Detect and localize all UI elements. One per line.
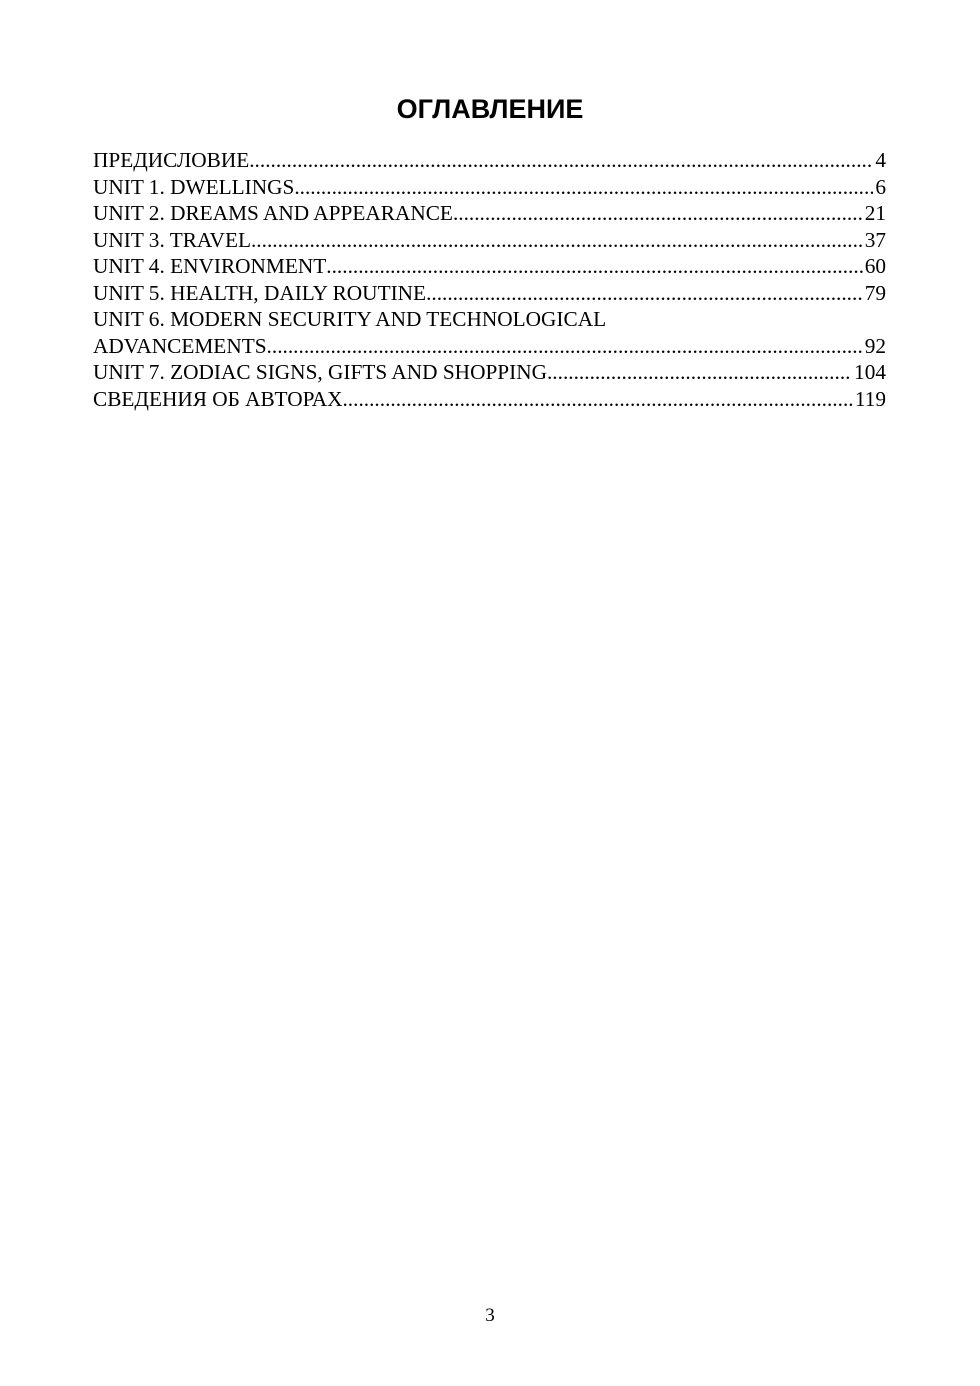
toc-entry-label: UNIT 2. DREAMS AND APPEARANCE [93, 201, 453, 225]
toc-entry-label: UNIT 4. ENVIRONMENT [93, 254, 327, 278]
toc-entry-unit-4[interactable] [93, 253, 886, 280]
toc-entry-unit-6[interactable] [93, 306, 886, 359]
toc-entry-label: СВЕДЕНИЯ ОБ АВТОРАХ [93, 386, 343, 411]
table-of-contents [93, 147, 886, 412]
toc-entry-unit-2[interactable] [93, 200, 886, 227]
toc-entry-page: 21 [864, 201, 886, 225]
toc-entry-label: UNIT 5. HEALTH, DAILY ROUTINE [93, 280, 427, 305]
toc-entry-unit-1[interactable] [93, 174, 886, 201]
toc-entry-page: 6 [875, 174, 886, 199]
page-title: ОГЛАВЛЕНИЕ [396, 94, 584, 124]
toc-dot-leader [294, 174, 873, 201]
toc-entry-authors[interactable] [93, 386, 886, 413]
toc-entry-preface[interactable] [93, 147, 886, 174]
toc-dot-leader [267, 333, 863, 360]
toc-entry-unit-6-line2 [93, 333, 886, 360]
toc-entry-page: 92 [864, 333, 886, 358]
toc-entry-label-line1: UNIT 6. MODERN SECURITY AND TECHNOLOGICAL [93, 307, 607, 331]
toc-entry-unit-7[interactable] [93, 359, 886, 386]
toc-entry-page: 119 [854, 386, 886, 411]
toc-entry-label: UNIT 7. ZODIAC SIGNS, GIFTS AND SHOPPING [93, 360, 547, 384]
toc-entry-unit-5[interactable] [93, 280, 886, 307]
toc-entry-label: UNIT 3. TRAVEL [93, 227, 251, 252]
toc-entry-label: UNIT 1. DWELLINGS [93, 174, 295, 199]
page-number: 3 [485, 1305, 495, 1326]
toc-dot-leader [342, 386, 852, 413]
toc-dot-leader [249, 147, 873, 174]
toc-dot-leader [326, 253, 862, 280]
toc-entry-unit-3[interactable] [93, 227, 886, 254]
toc-dot-leader [547, 359, 852, 386]
toc-dot-leader [453, 200, 863, 227]
toc-entry-page: 60 [864, 254, 886, 278]
toc-entry-page: 79 [864, 280, 886, 305]
toc-entry-label-line2: ADVANCEMENTS [93, 333, 267, 358]
toc-entry-page: 4 [875, 148, 886, 172]
toc-entry-page: 104 [854, 360, 886, 384]
toc-dot-leader [426, 280, 863, 307]
toc-entry-page: 37 [864, 227, 886, 252]
toc-dot-leader [251, 227, 863, 254]
toc-entry-label: ПРЕДИСЛОВИЕ [93, 148, 250, 172]
